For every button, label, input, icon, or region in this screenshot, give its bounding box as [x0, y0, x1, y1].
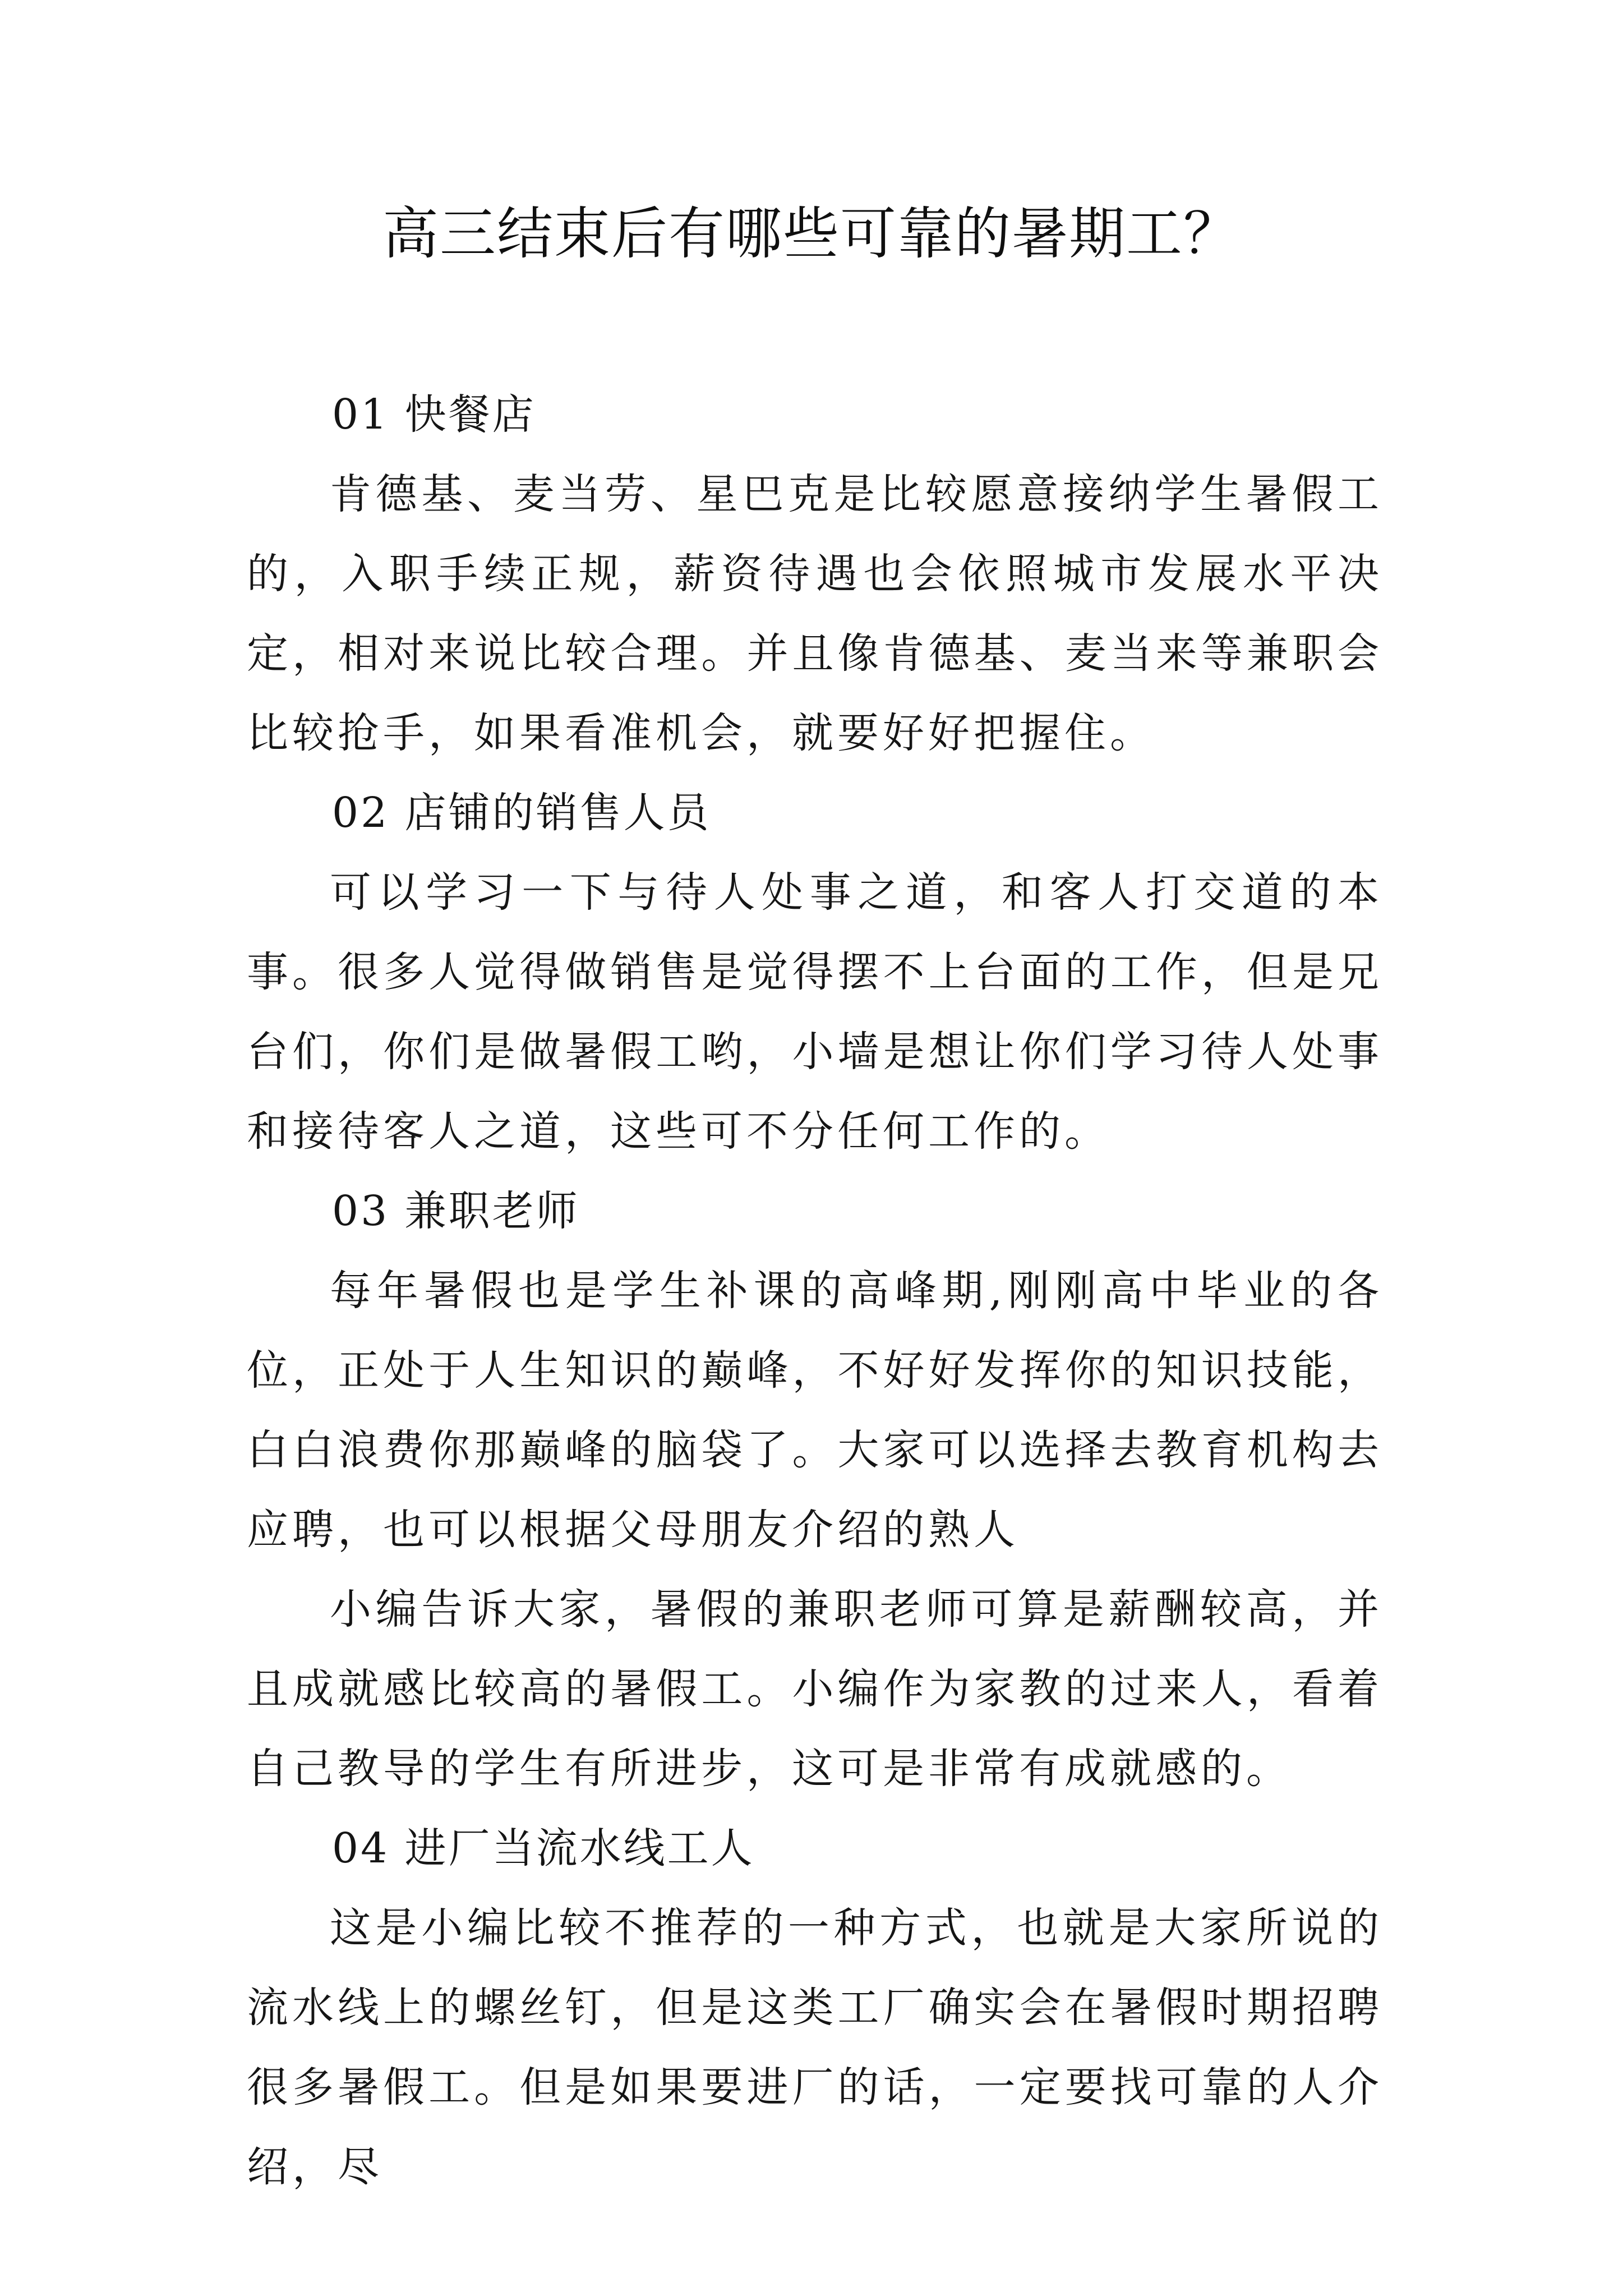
paragraph-teacher-1: 每年暑假也是学生补课的高峰期,刚刚高中毕业的各位，正处于人生知识的巅峰，不好好发挥你的知识技能，白白浪费你那巅峰的脑袋了。大家可以选择去教育机构去应聘，也可以根据父母朋友介绍的熟人 [247, 1267, 1383, 1554]
paragraph-factory: 这是小编比较不推荐的一种方式，也就是大家所说的流水线上的螺丝钉，但是这类工厂确实会在暑假时期招聘很多暑假工。但是如果要进厂的话，一定要找可靠的人介绍，尽 [247, 1904, 1383, 2191]
document-title: 高三结束后有哪些可靠的暑期工？ [382, 201, 1241, 266]
section-heading-teacher: 03 兼职老师 [332, 1187, 580, 1235]
section-heading-sales: 02 店铺的销售人员 [332, 789, 711, 837]
paragraph-teacher-2: 小编告诉大家，暑假的兼职老师可算是薪酬较高，并且成就感比较高的暑假工。小编作为家教的过来人，看着自己教导的学生有所进步，这可是非常有成就感的。 [247, 1585, 1383, 1793]
document-body [247, 375, 1383, 2207]
section-heading-fast-food: 01 快餐店 [332, 390, 536, 439]
section-heading-factory: 04 进厂当流水线工人 [332, 1824, 755, 1872]
paragraph-fast-food: 肯德基、麦当劳、星巴克是比较愿意接纳学生暑假工的，入职手续正规，薪资待遇也会依照城市发展水平决定，相对来说比较合理。并且像肯德基、麦当来等兼职会比较抢手，如果看准机会，就要好好把握住。 [247, 470, 1383, 757]
paragraph-sales: 可以学习一下与待人处事之道，和客人打交道的本事。很多人觉得做销售是觉得摆不上台面的工作，但是兄台们，你们是做暑假工哟，小墙是想让你们学习待人处事和接待客人之道，这些可不分任何工作的。 [247, 868, 1383, 1156]
